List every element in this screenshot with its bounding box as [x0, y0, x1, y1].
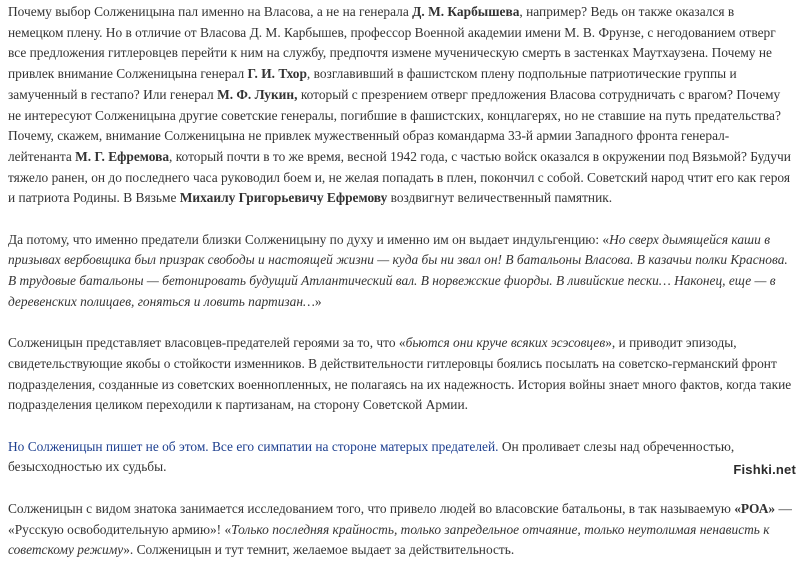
- text-run: Солженицын представляет власовцев-предателей героями за то, что «: [8, 335, 406, 351]
- text-run: , возглавивший в фашистском плену подпольные патриотические группы и замученный в гестапо? Или генерал: [8, 66, 737, 102]
- watermark-logo: Fishki.net: [733, 462, 796, 478]
- text-run: — «Русскую освободительную армию»! «: [8, 500, 792, 537]
- text-run: », и приводит эпизоды, свидетельствующие якобы о стойкости изменников. В действительности гитлеровцы боялись посылать на советско-германский фронт подразделения, созданные из советских военнопленных, не полагаясь на их надежность. История войны знает много фактов, когда такие подразделения целиком переходили к партизанам, на сторону Советской Армии.: [8, 335, 792, 413]
- highlighted-text: Но Солженицын пишет не об этом. Все его симпатии на стороне матерых предателей.: [8, 438, 499, 454]
- name-efremov-full: Михаилу Григорьевичу Ефремову: [179, 190, 388, 206]
- paragraph-5: [8, 499, 792, 561]
- quote-italic: Только последняя крайность, только запредельное отчаяние, только неутолимая ненависть к советскому режиму: [8, 521, 770, 558]
- paragraph-3: [8, 333, 792, 416]
- text-run: который с презрением отверг предложения Власова сотрудничать с врагом? Почему не интересуют Солженицына другие советские генералы, погибшие в фашистских, концлагерях, но не ставшие на путь предательства? Почему, скажем, внимание Солженицына не привлек мужественный образ командарма 33-й армии Западного фронта генерал-лейтенанта: [8, 86, 781, 164]
- quote-italic: бьются они круче всяких эсэсовцев: [405, 335, 606, 351]
- text-run: ». Солженицын и тут темнит, желаемое выдает за действительность.: [123, 542, 515, 558]
- name-efremov: М. Г. Ефремова: [75, 148, 170, 164]
- text-run: воздвигнут величественный памятник.: [387, 190, 613, 206]
- name-karbyshev: Д. М. Карбышева: [412, 4, 520, 19]
- text-run: , например? Ведь он также оказался в немецком плену. Но в отличие от Власова Д. М. Карбышев, профессор Военной академии имени М. В. Фрунзе, с негодованием отверг все предложения гитлеровцев перейти к ним на службу, предпочтя измене мученическую смерть в застенках Маутхаузена. Почему не привлек внимание Солженицына генерал: [8, 4, 776, 82]
- roa-abbreviation: «РОА»: [734, 500, 776, 516]
- text-run: Он проливает слезы над обреченностью, безысходностью их судьбы.: [8, 438, 735, 475]
- paragraph-4: [8, 437, 792, 478]
- paragraph-2: [8, 230, 792, 313]
- text-run: Да потому, что именно предатели близки Солженицыну по духу и именно им он выдает индульгенцию: «: [8, 231, 610, 247]
- text-run: Почему выбор Солженицына пал именно на Власова, а не на генерала: [8, 4, 413, 19]
- text-run: Солженицын с видом знатока занимается исследованием того, что привело людей во власовские батальоны, в так называемую: [8, 500, 735, 516]
- quote-italic: Но сверх дымящейся каши в призывах вербовщика был призрак свободы и настоящей жизни — куда бы ни звал он! В батальоны Власова. В казачьи полки Краснова. В трудовые батальоны — бетонировать будущий Атлантический вал. В норвежские фиорды. В ливийские пески… Наконец, еще — в деревенских полицаев, гоняться и ловить партизан…: [8, 231, 788, 309]
- paragraph-1: [8, 2, 792, 209]
- text-run: , который почти в то же время, весной 1942 года, с частью войск оказался в окружении под Вязьмой? Будучи тяжело ранен, он до последнего часа руководил боем и, не желая попадать в плен, покончил с собой. Советский народ чтит его как героя и патриота Родины. В Вязьме: [8, 148, 791, 206]
- name-tkhor: Г. И. Тхор: [247, 66, 307, 82]
- name-lukin: М. Ф. Лукин,: [217, 86, 298, 102]
- text-run: »: [314, 293, 322, 309]
